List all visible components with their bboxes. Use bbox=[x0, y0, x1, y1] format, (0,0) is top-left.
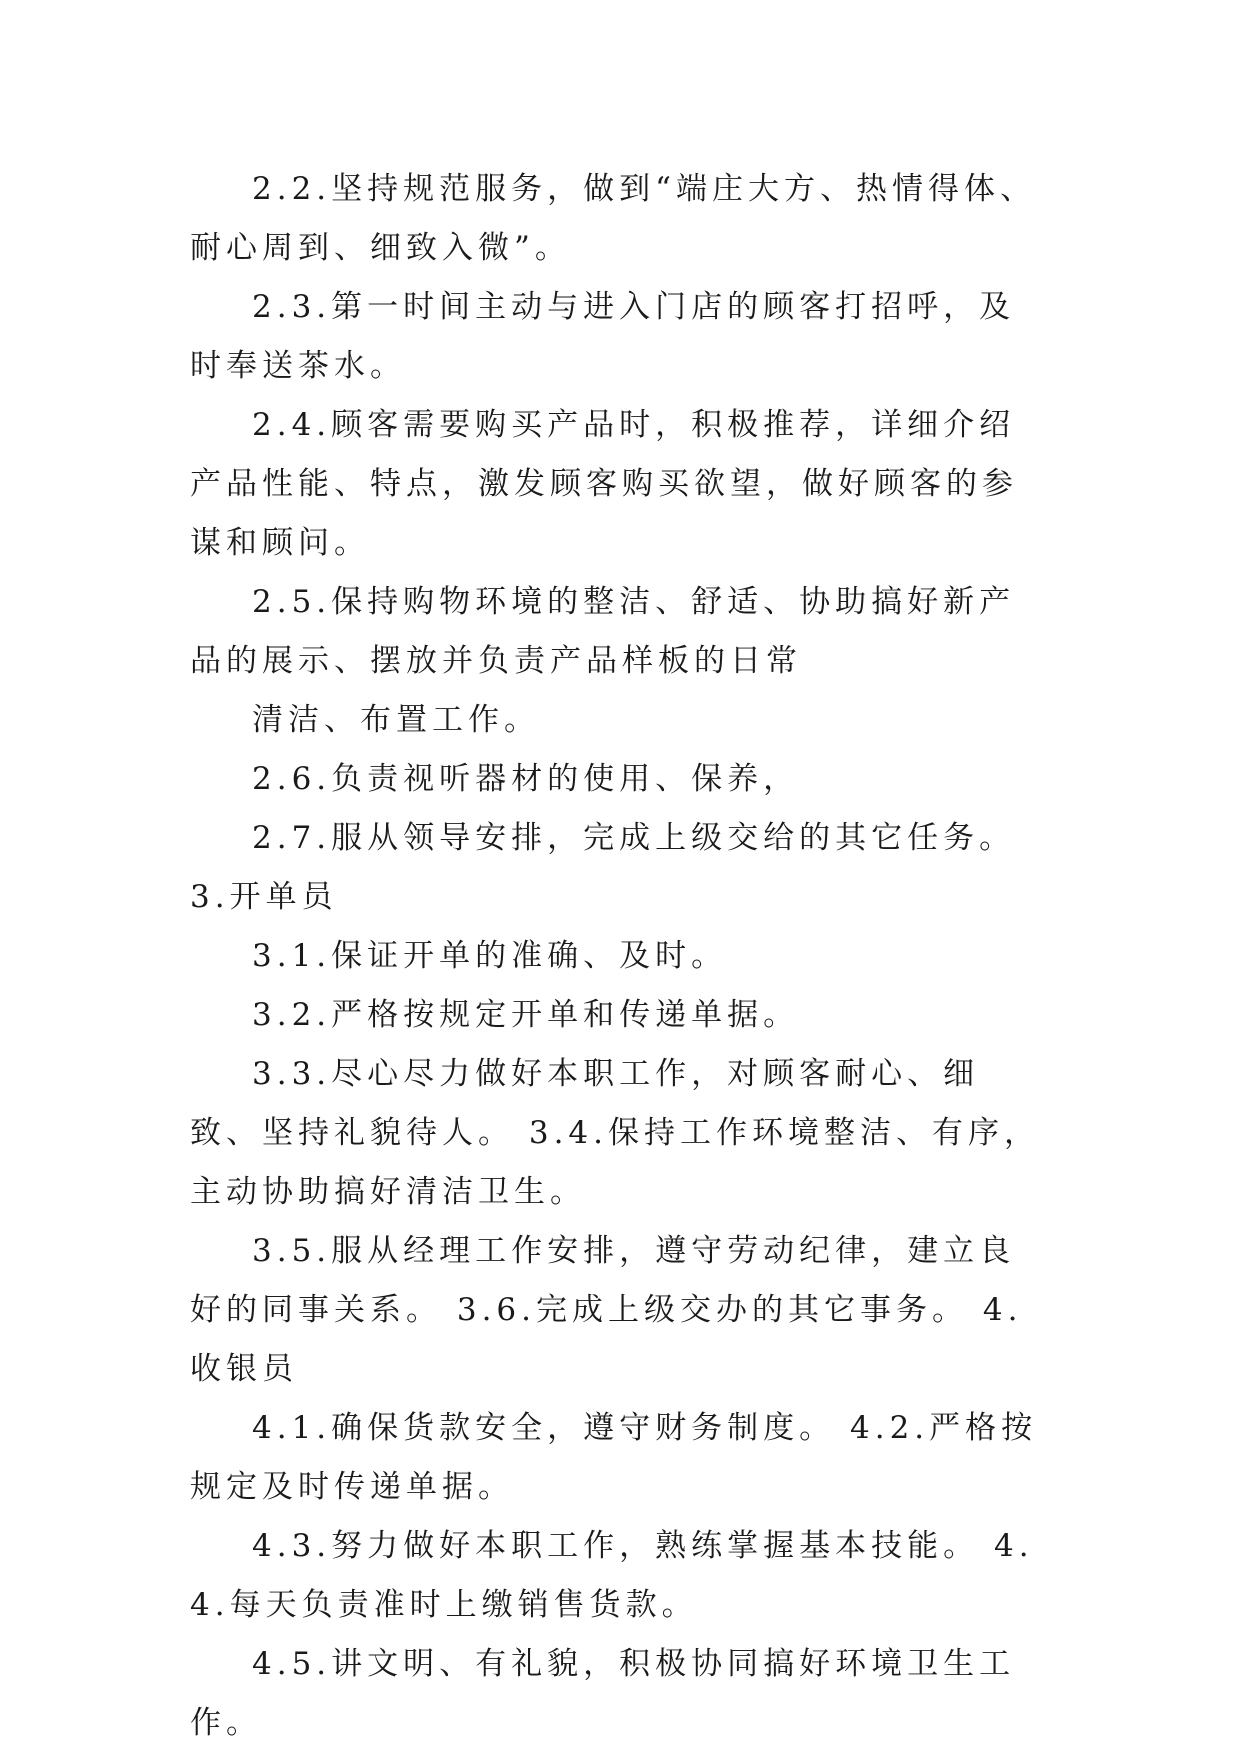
paragraph-2-5-continued: 清洁、布置工作。 bbox=[252, 702, 540, 738]
paragraph-4-3: 4.3.努力做好本职工作，熟练掌握基本技能。 4.4.每天负责准时上缴销售货款。 bbox=[190, 1528, 1034, 1623]
paragraph-2-2: 2.2.坚持规范服务，做到“端庄大方、热情得体、耐心周到、细致入微”。 bbox=[190, 171, 1037, 266]
paragraph-4-1: 4.1.确保货款安全，遵守财务制度。 4.2.严格按规定及时传递单据。 bbox=[190, 1410, 1038, 1505]
paragraph-3-5: 3.5.服从经理工作安排，遵守劳动纪律，建立良好的同事关系。 3.6.完成上级交办的其它事务。 4.收银员 bbox=[190, 1233, 1023, 1387]
paragraph-2-3: 2.3.第一时间主动与进入门店的顾客打招呼，及时奉送茶水。 bbox=[190, 289, 1016, 384]
paragraph-2-4: 2.4.顾客需要购买产品时，积极推荐，详细介绍产品性能、特点，激发顾客购买欲望，做好顾客的参谋和顾问。 bbox=[190, 407, 1018, 561]
paragraph-3-2: 3.2.严格按规定开单和传递单据。 bbox=[252, 997, 800, 1033]
document-body bbox=[190, 160, 1050, 1753]
paragraph-2-7: 2.7.服从领导安排，完成上级交给的其它任务。 3.开单员 bbox=[190, 820, 1016, 915]
paragraph-3-1: 3.1.保证开单的准确、及时。 bbox=[252, 938, 728, 974]
paragraph-3-3: 3.3.尽心尽力做好本职工作，对顾客耐心、细致、坚持礼貌待人。 3.4.保持工作环境整洁、有序，主动协助搞好清洁卫生。 bbox=[190, 1056, 1041, 1210]
paragraph-4-5: 4.5.讲文明、有礼貌，积极协同搞好环境卫生工作。 bbox=[190, 1646, 1016, 1741]
paragraph-2-5: 2.5.保持购物环境的整洁、舒适、协助搞好新产品的展示、摆放并负责产品样板的日常 bbox=[190, 584, 1016, 679]
paragraph-2-6: 2.6.负责视听器材的使用、保养， bbox=[252, 761, 800, 797]
